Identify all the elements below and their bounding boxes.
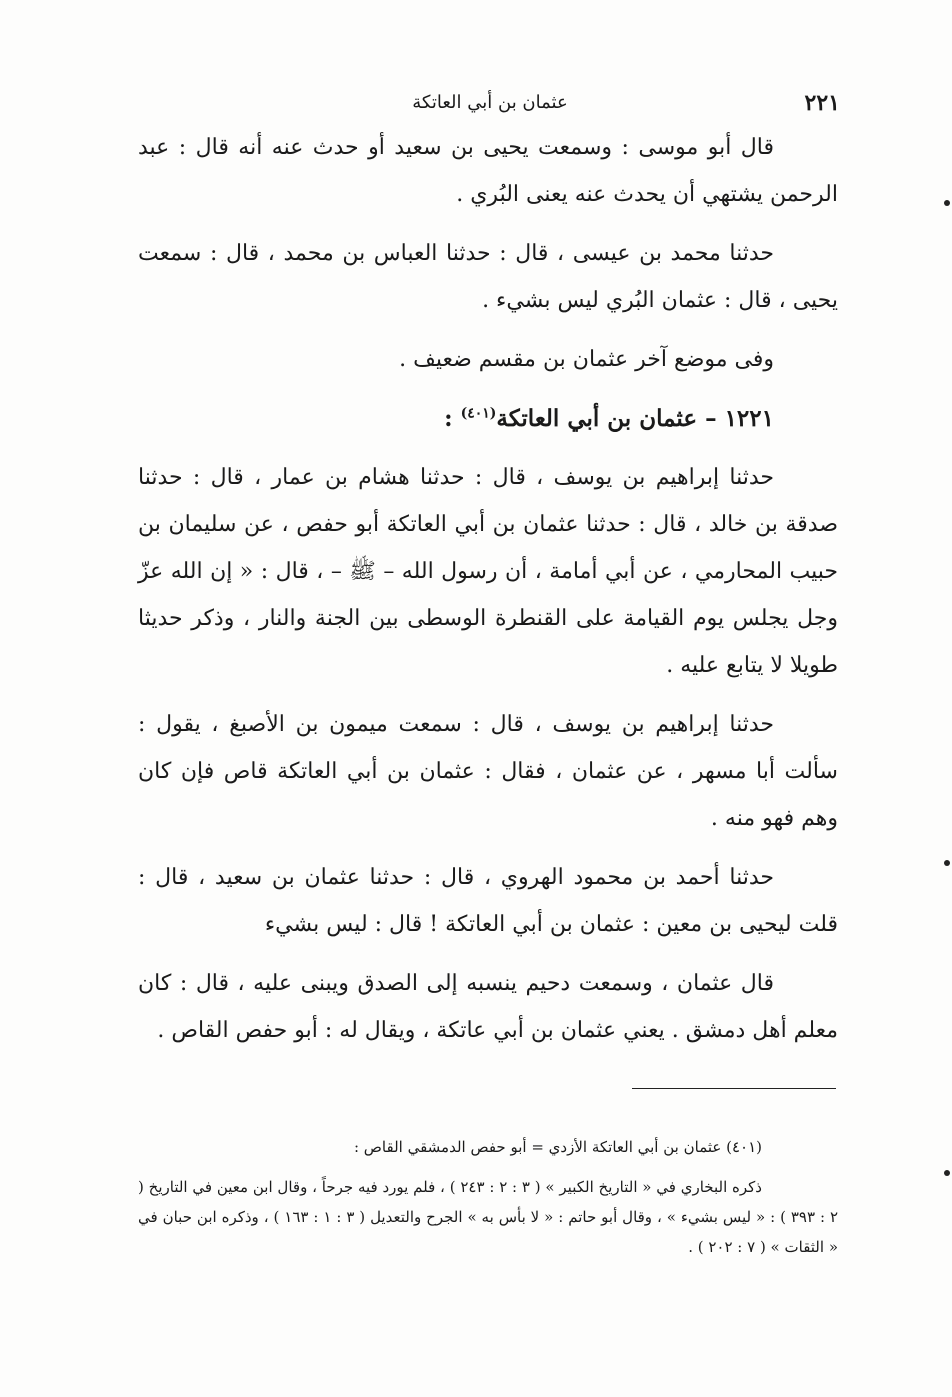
entry-heading-text: ١٢٢١ – عثمان بن أبي العاتكة — [496, 405, 774, 432]
paragraph-3: وفى موضع آخر عثمان بن مقسم ضعيف . — [399, 347, 774, 372]
entry-paragraph-2: حدثنا إبراهيم بن يوسف ، قال : سمعت ميمون بن الأصبغ ، يقول : سألت أبا مسهر ، عن عثمان ، فقال : عثمان بن أبي العاتكة قاص فإن كان وهم فهو منه . — [138, 712, 838, 831]
paragraph-1: قال أبو موسى : وسمعت يحيى بن سعيد أو حدث عنه أنه قال : عبد الرحمن يشتهي أن يحدث عنه يعنى البُري . — [138, 135, 838, 207]
scan-edge-mark — [944, 200, 950, 206]
footnotes — [138, 1132, 838, 1262]
footnote-reference: (٤٠١) — [460, 405, 497, 422]
scan-edge-mark — [944, 1170, 950, 1176]
page-header — [140, 90, 840, 120]
paragraph-2: حدثنا محمد بن عيسى ، قال : حدثنا العباس بن محمد ، قال : سمعت يحيى ، قال : عثمان البُري ليس بشيء . — [138, 241, 838, 313]
scan-edge-mark — [944, 860, 950, 866]
running-title: عثمان بن أبي العاتكة — [412, 92, 568, 113]
entry-paragraph-4: قال عثمان ، وسمعت دحيم ينسبه إلى الصدق ويبنى عليه ، قال : كان معلم أهل دمشق . يعني عثمان بن أبي عاتكة ، ويقال له : أبو حفص القاص . — [138, 971, 838, 1043]
entry-heading — [138, 395, 838, 442]
entry-paragraph-3: حدثنا أحمد بن محمود الهروي ، قال : حدثنا عثمان بن سعيد ، قال : قلت ليحيى بن معين : عثمان بن أبي العاتكة ! قال : ليس بشيء — [138, 865, 838, 937]
footnote-body: ذكره البخاري في « التاريخ الكبير » ( ٣ : ٢ : ٢٤٣ ) ، فلم يورد فيه جرحاً ، وقال ابن معين في التاريخ ( ٢ : ٣٩٣ ) : « ليس بشيء » ، وقال أبو حاتم : « لا بأس به » الجرح والتعديل ( ٣ : ١ : ١٦٣ ) ، وذكره ابن حبان في « الثقات » ( ٧ : ٢٠٢ ) . — [138, 1178, 839, 1256]
main-text — [138, 124, 838, 1066]
page-number: ٢٢١ — [804, 90, 840, 116]
entry-heading-suffix: : — [444, 405, 461, 432]
footnote-title: (٤٠١) عثمان بن أبي العاتكة الأزدي = أبو حفص الدمشقي القاص : — [353, 1138, 762, 1156]
footnote-separator — [632, 1088, 836, 1089]
entry-paragraph-1: حدثنا إبراهيم بن يوسف ، قال : حدثنا هشام بن عمار ، قال : حدثنا صدقة بن خالد ، قال : حدثنا عثمان بن أبي العاتكة أبو حفص ، عن سليمان بن حبيب المحارمي ، عن أبي أمامة ، أن رسول الله – ﷺ – ، قال : « إن الله عزّ وجل يجلس يوم القيامة على القنطرة الوسطى بين الجنة والنار ، وذكر حديثا طويلا لا يتابع عليه . — [138, 465, 838, 678]
